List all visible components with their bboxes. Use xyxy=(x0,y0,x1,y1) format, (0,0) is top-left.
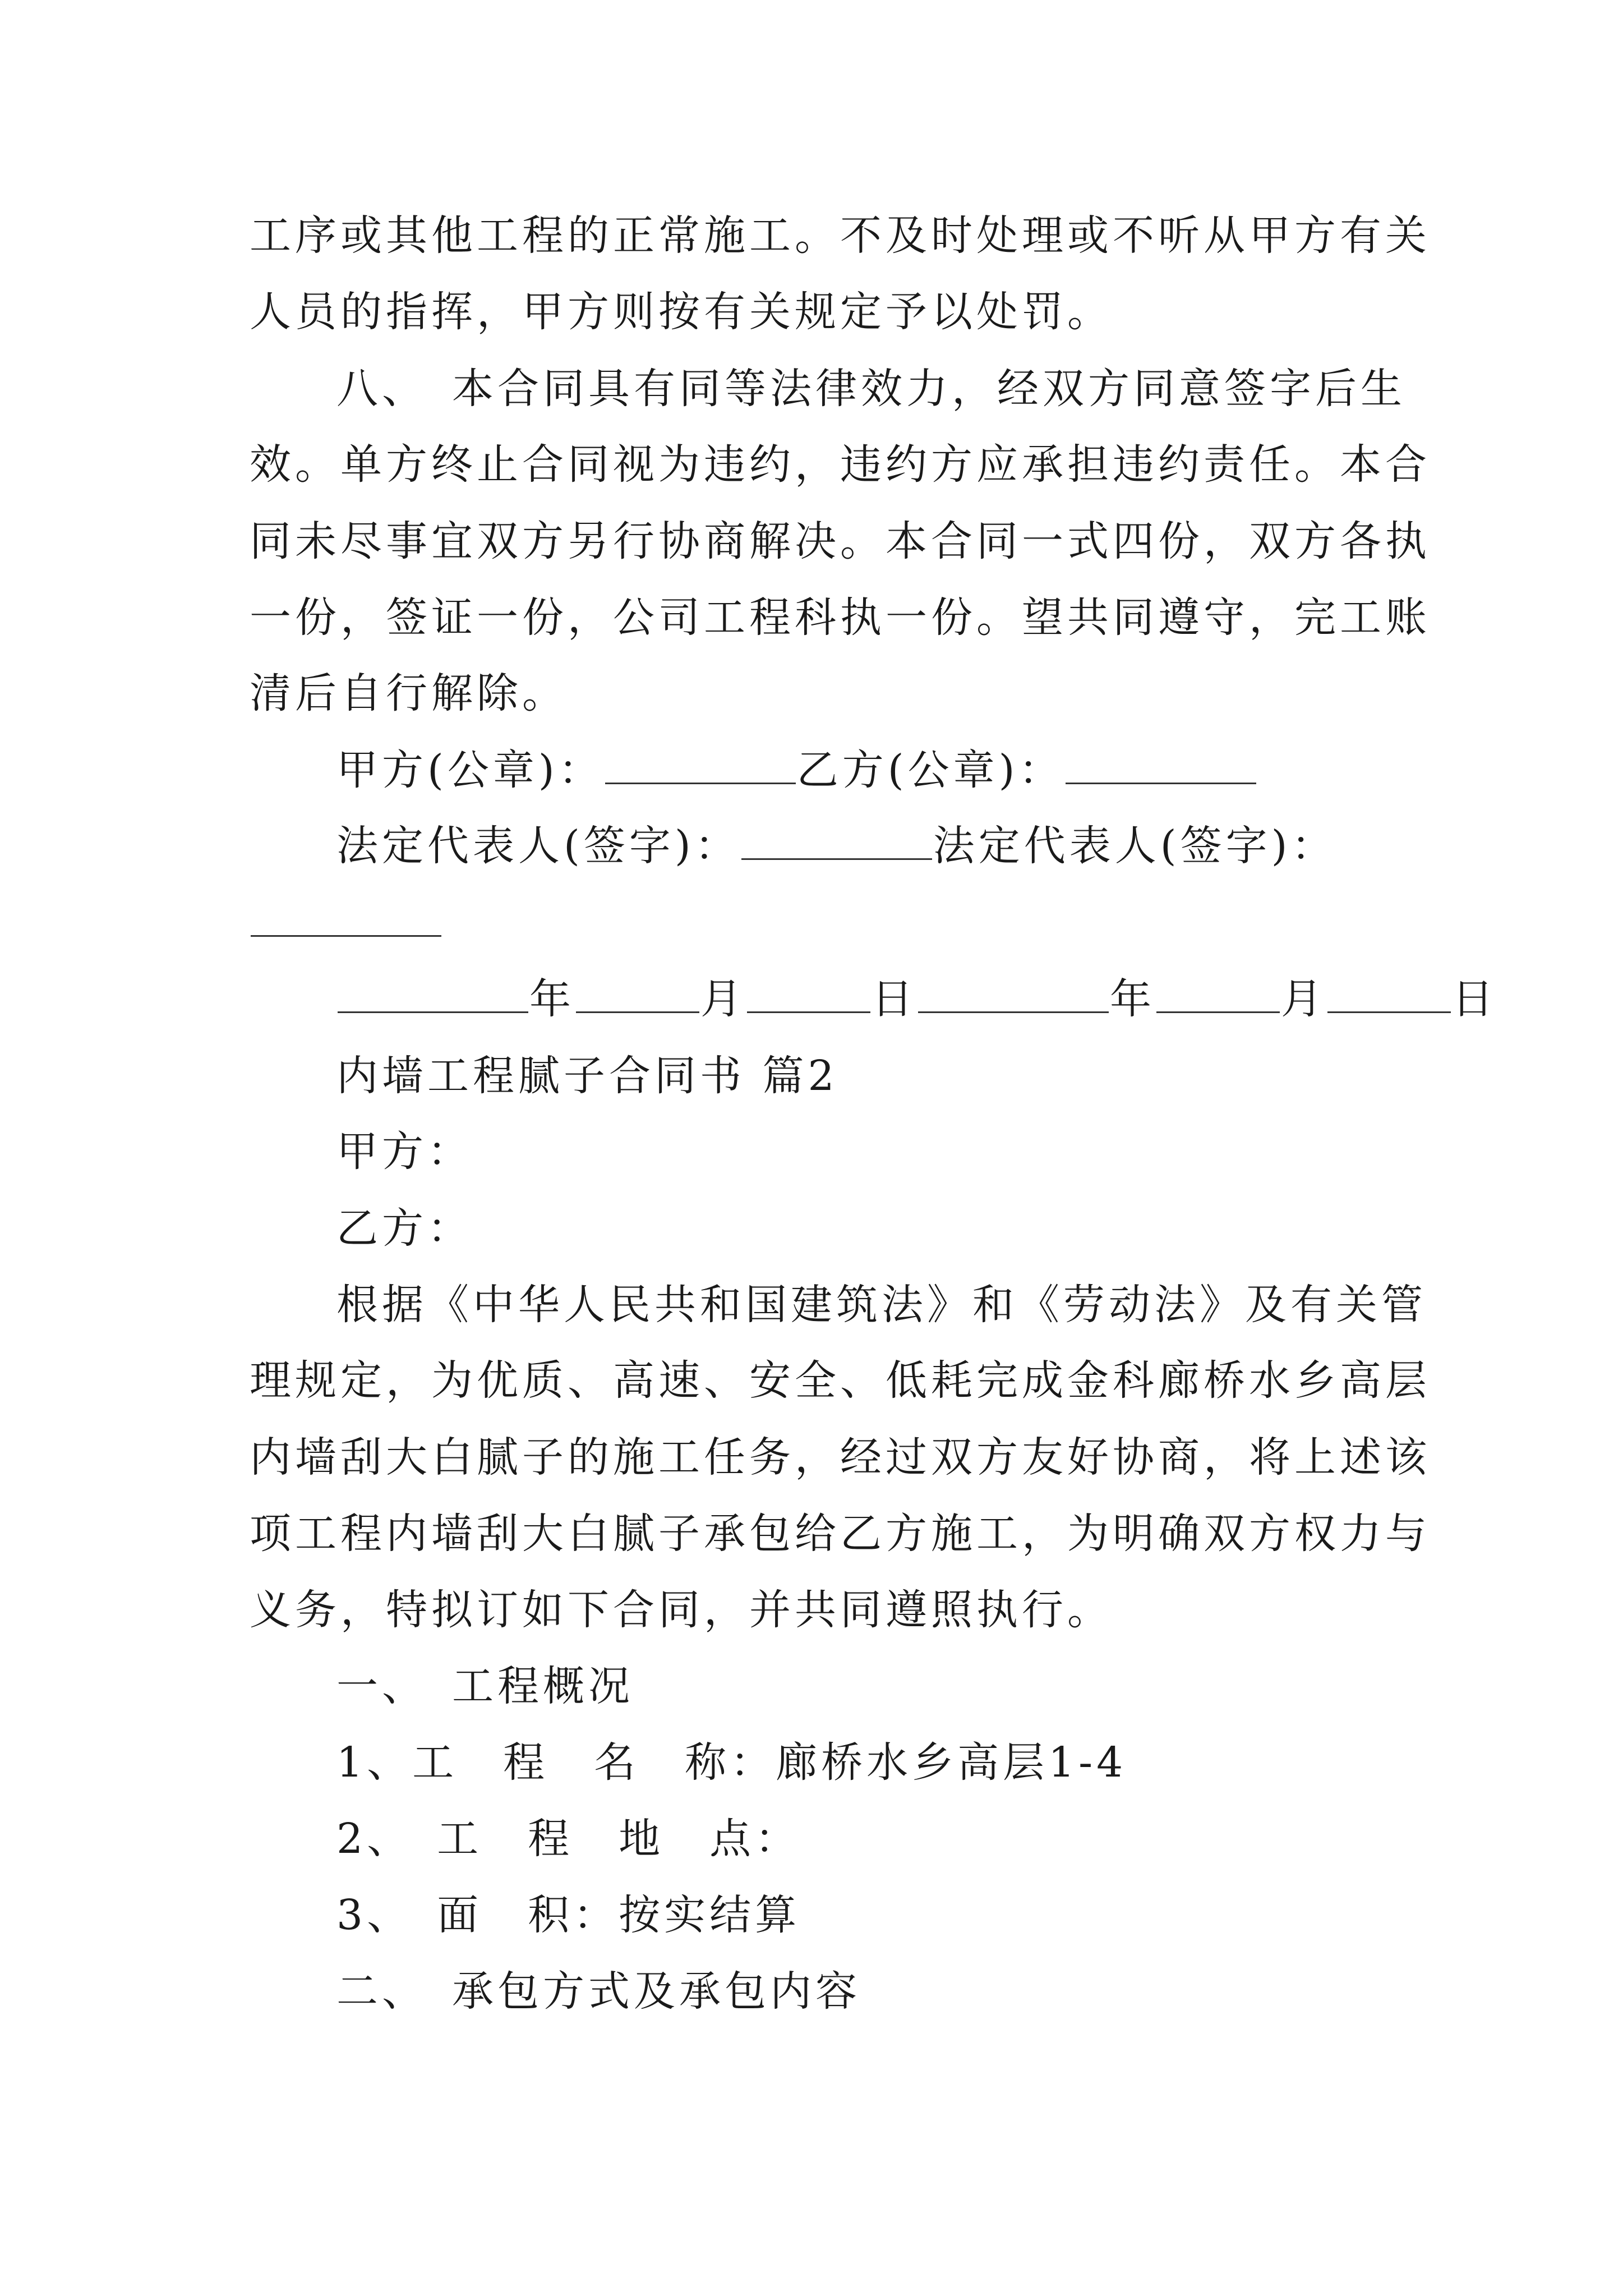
body-line: 同未尽事宜双方另行协商解决。本合同一式四份，双方各执 xyxy=(250,517,1431,565)
year-a-label: 年 xyxy=(529,975,575,1023)
body-line: 工序或其他工程的正常施工。不及时处理或不听从甲方有关 xyxy=(250,211,1431,260)
rep-a-blank[interactable] xyxy=(741,858,932,860)
representative-line xyxy=(336,819,1337,873)
intro-line: 内墙刮大白腻子的施工任务，经过双方友好协商，将上述该 xyxy=(250,1433,1431,1481)
party-b-seal-label: 乙方(公章)： xyxy=(796,746,1064,794)
rep-a-label: 法定代表人(签字)： xyxy=(336,822,740,870)
party-b-seal-blank[interactable] xyxy=(1066,783,1256,784)
day-b-label: 日 xyxy=(1452,975,1497,1023)
month-b-blank[interactable] xyxy=(1156,1011,1280,1013)
day-a-label: 日 xyxy=(872,975,917,1023)
item-heading: 一、 工程概况 xyxy=(336,1662,634,1710)
item-line: 3、 面 积：按实结算 xyxy=(336,1891,801,1939)
rep-b-blank[interactable] xyxy=(251,935,441,937)
party-a-line: 甲方： xyxy=(336,1128,473,1176)
party-a-seal-label: 甲方(公章)： xyxy=(336,746,604,794)
year-a-blank[interactable] xyxy=(338,1011,528,1013)
clause-eight-line: 八、 本合同具有同等法律效力，经双方同意签字后生 xyxy=(336,365,1406,413)
year-b-blank[interactable] xyxy=(918,1011,1109,1013)
party-a-seal-blank[interactable] xyxy=(605,783,796,784)
month-b-label: 月 xyxy=(1281,975,1326,1023)
body-line: 清后自行解除。 xyxy=(250,669,568,717)
body-line: 效。单方终止合同视为违约，违约方应承担违约责任。本合 xyxy=(250,440,1431,489)
rep-b-blank-line xyxy=(250,896,442,950)
date-line xyxy=(336,972,1497,1026)
party-b-line: 乙方： xyxy=(336,1204,473,1253)
intro-line: 项工程内墙刮大白腻子承包给乙方施工，为明确双方权力与 xyxy=(250,1510,1431,1558)
intro-line: 义务，特拟订如下合同，并共同遵照执行。 xyxy=(250,1586,1113,1634)
item-heading: 二、 承包方式及承包内容 xyxy=(336,1967,861,2016)
rep-b-label: 法定代表人(签字)： xyxy=(933,822,1337,870)
intro-line: 根据《中华人民共和国建筑法》和《劳动法》及有关管 xyxy=(336,1281,1427,1329)
body-line: 人员的指挥，甲方则按有关规定予以处罚。 xyxy=(250,288,1113,336)
item-line: 1、工 程 名 称：廊桥水乡高层1-4 xyxy=(336,1738,1127,1787)
month-a-blank[interactable] xyxy=(576,1011,699,1013)
seal-line xyxy=(336,743,1257,797)
body-line: 一份，签证一份，公司工程科执一份。望共同遵守，完工账 xyxy=(250,593,1431,642)
month-a-label: 月 xyxy=(700,975,746,1023)
day-a-blank[interactable] xyxy=(747,1011,870,1013)
section-title: 内墙工程腻子合同书 篇2 xyxy=(336,1052,838,1100)
item-line: 2、 工 程 地 点： xyxy=(336,1815,801,1863)
intro-line: 理规定，为优质、高速、安全、低耗完成金科廊桥水乡高层 xyxy=(250,1356,1431,1405)
year-b-label: 年 xyxy=(1110,975,1155,1023)
day-b-blank[interactable] xyxy=(1327,1011,1451,1013)
